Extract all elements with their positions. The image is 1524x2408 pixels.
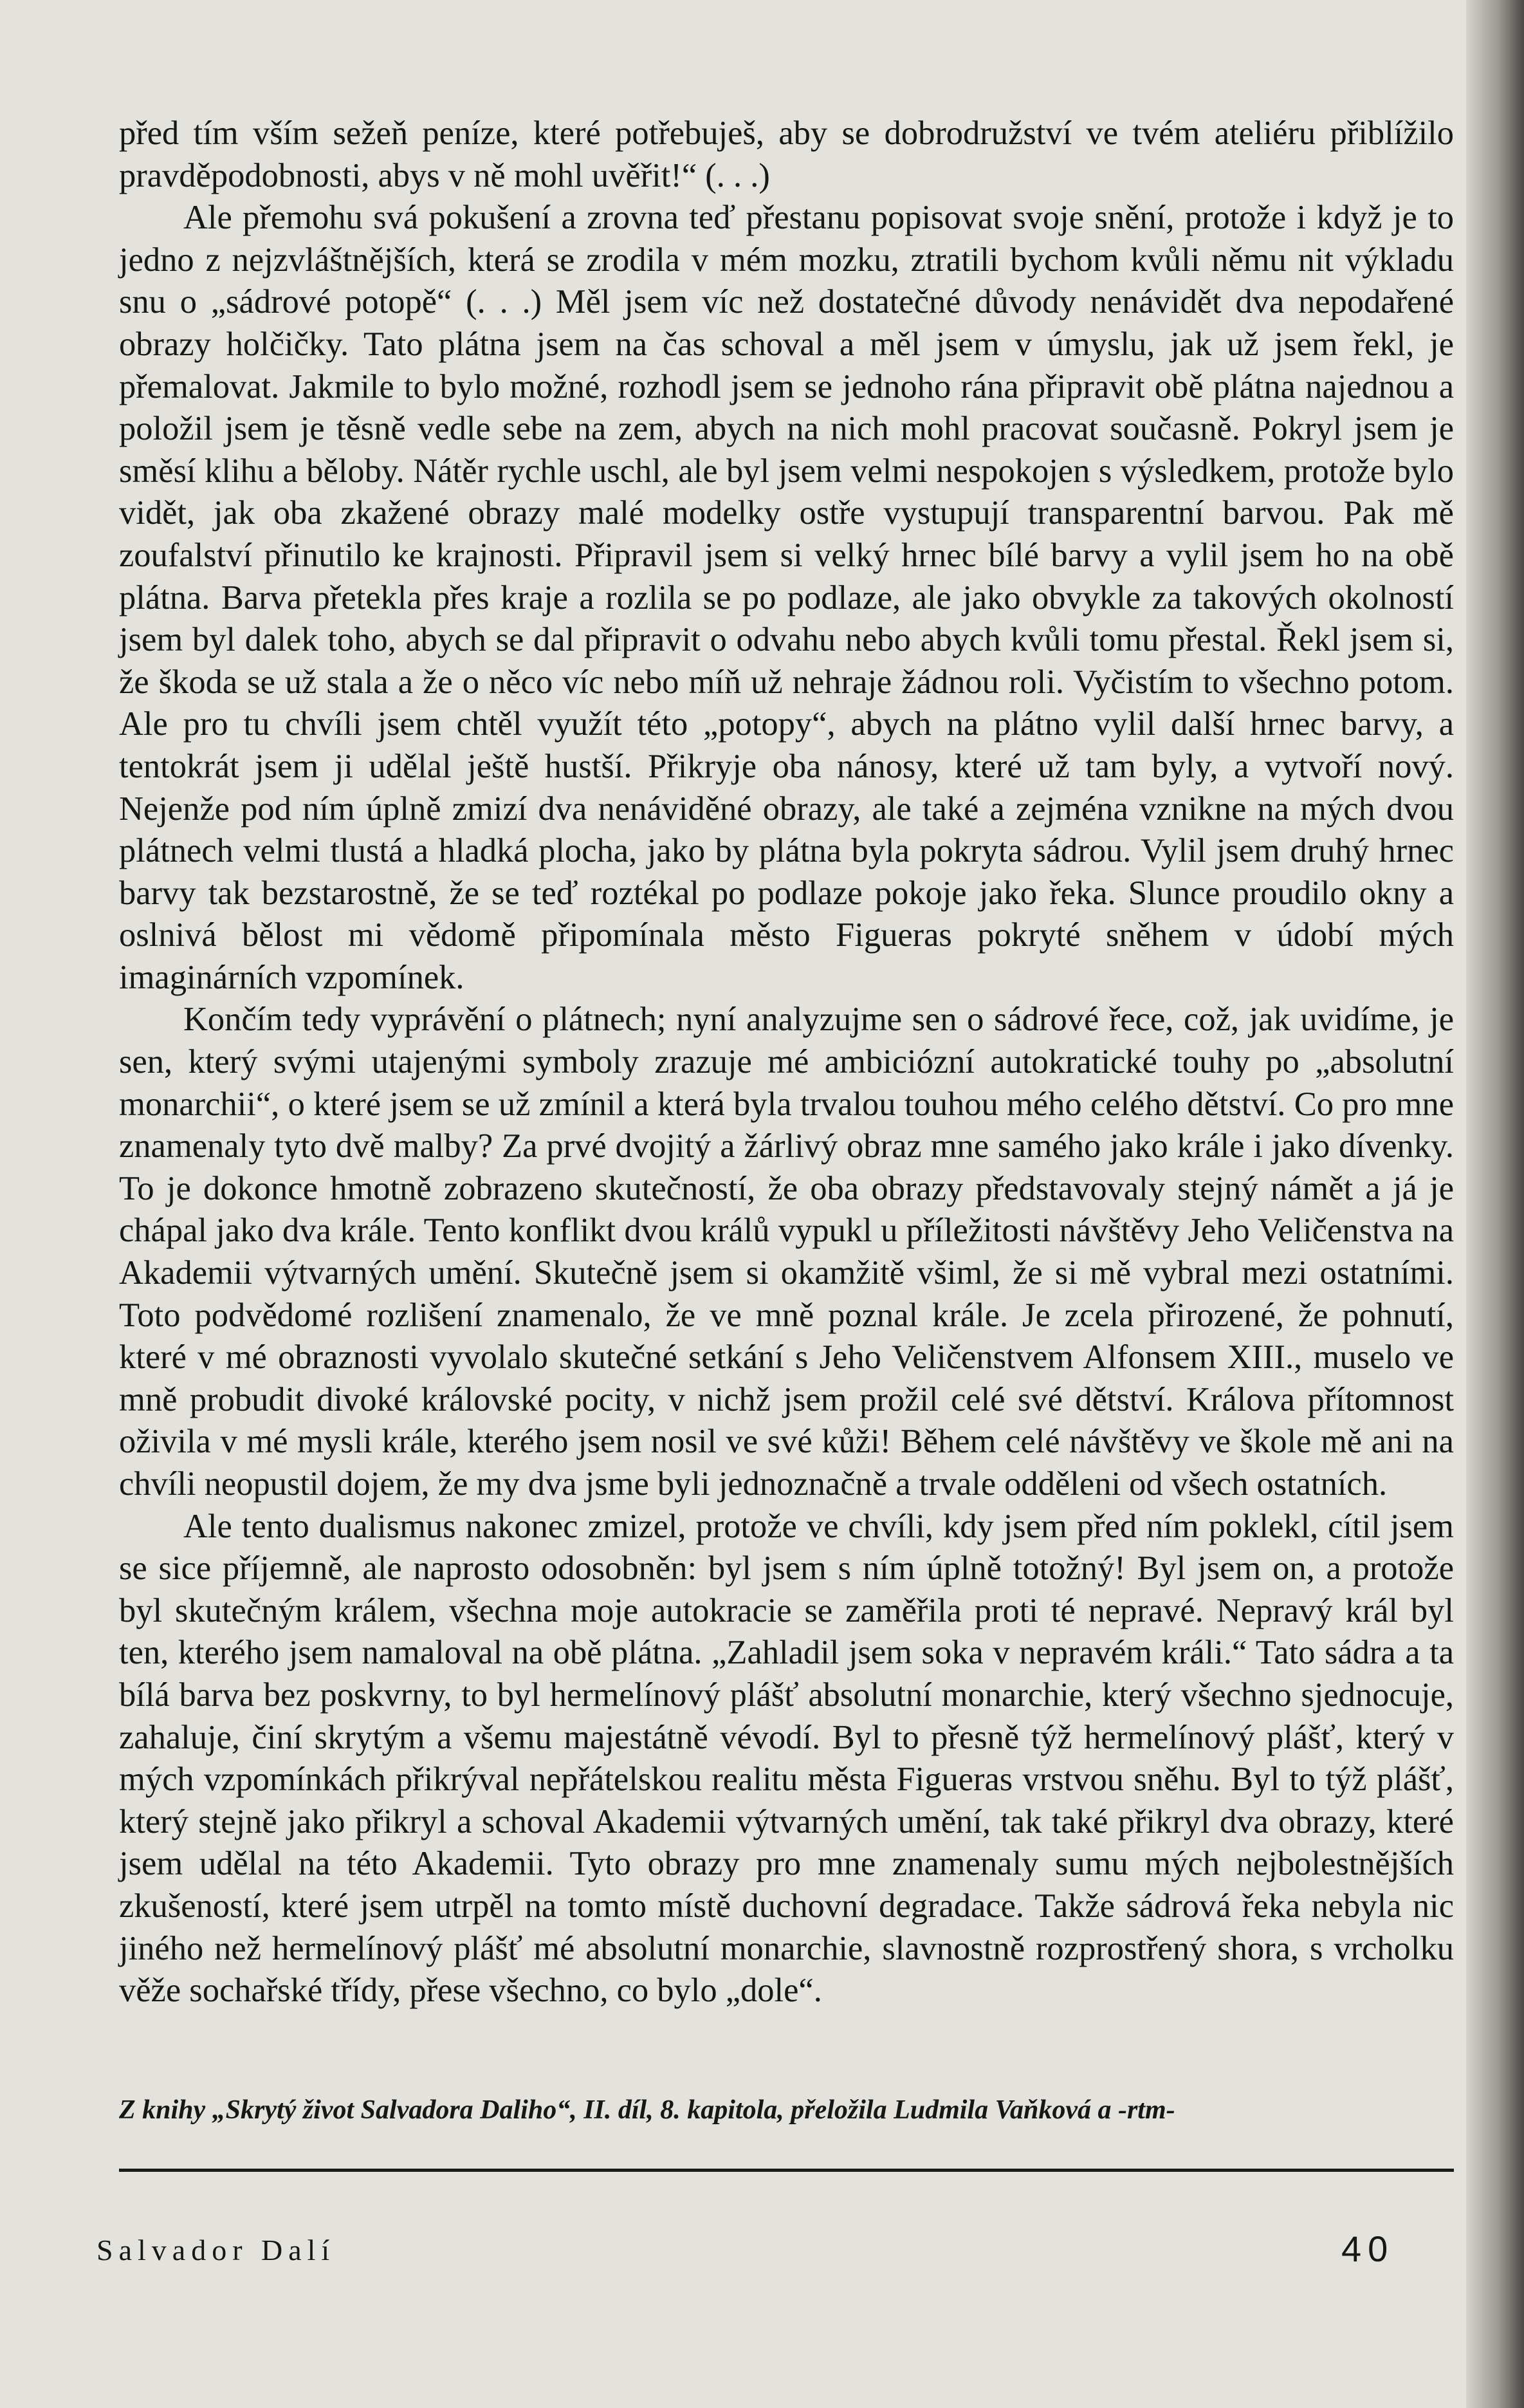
source-note: Z knihy „Skrytý život Salvadora Daliho“, II. díl, 8. kapitola, přeložila Ludmila Vaňková a -rtm- xyxy=(119,2095,1175,2125)
paragraph-2: Ale přemohu svá pokušení a zrovna teď přestanu popisovat svoje snění, protože i když je to jedno z nejzvláštnějších, která se zrodila v mém mozku, ztratili bychom kvůli němu nit výkladu snu o „sádrové potopě“ (. . .) Měl jsem víc než dostatečné důvody nenávidět dva nepodařené obrazy holčičky. Tato plátna jsem na čas schoval a měl jsem v úmyslu, jak už jsem řekl, je přemalovat. Jakmile to bylo možné, rozhodl jsem se jednoho rána připravit obě plátna najednou a položil jsem je těsně vedle sebe na zem, abych na nich mohl pracovat současně. Pokryl jsem je směsí klihu a běloby. Nátěr rychle uschl, ale byl jsem velmi nespokojen s výsledkem, protože bylo vidět, jak oba zkažené obrazy malé modelky ostře vystupují transparentní barvou. Pak mě zoufalství přinutilo ke krajnosti. Připravil jsem si velký hrnec bílé barvy a vylil jsem ho na obě plátna. Barva přetekla přes kraje a rozlila se po podlaze, ale jako obvykle za takových okolností jsem byl dalek toho, abych se dal připravit o odvahu nebo abych kvůli tomu přestal. Řekl jsem si, že škoda se už stala a že o něco víc nebo míň už nehraje žádnou roli. Vyčistím to všechno potom. Ale pro tu chvíli jsem chtěl využít této „potopy“, abych na plátno vylil další hrnec barvy, a tentokrát jsem ji udělal ještě hustší. Přikryje oba nánosy, které už tam byly, a vytvoří nový. Nejenže pod ním úplně zmizí dva nenáviděné obrazy, ale také a zejména vznikne na mých dvou plátnech velmi tlustá a hladká plocha, jako by plátna byla pokryta sádrou. Vylil jsem druhý hrnec barvy tak bezstarostně, že se teď roztékal po podlaze pokoje jako řeka. Slunce proudilo okny a oslnivá bělost mi vědomě připomínala město Figueras pokryté sněhem v údobí mých imaginárních vzpomínek. xyxy=(119,199,1454,996)
paragraph-3: Končím tedy vyprávění o plátnech; nyní analyzujme sen o sádrové řece, což, jak uvidíme, je sen, který svými utajenými symboly zrazuje mé ambiciózní autokratické touhy po „absolutní monarchii“, o které jsem se už zmínil a která byla trvalou touhou mého celého dětství. Co pro mne znamenaly tyto dvě malby? Za prvé dvojitý a žárlivý obraz mne samého jako krále i jako dívenky. To je dokonce hmotně zobrazeno skutečností, že oba obrazy představovaly stejný námět a já je chápal jako dva krále. Tento konflikt dvou králů vypukl u příležitosti návštěvy Jeho Veličenstva na Akademii výtvarných umění. Skutečně jsem si okamžitě všiml, že si mě vybral mezi ostatními. Toto podvědomé rozlišení znamenalo, že ve mně poznal krále. Je zcela přirozené, že pohnutí, které v mé obraznosti vyvolalo skutečné setkání s Jeho Veličenstvem Alfonsem XIII., muselo ve mně probudit divoké královské pocity, v nichž jsem prožil celé své dětství. Králova přítomnost oživila v mé mysli krále, kterého jsem nosil ve své kůži! Během celé návštěvy ve škole mě ani na chvíli neopustil dojem, že my dva jsme byli jednoznačně a trvale odděleni od všech ostatních. xyxy=(119,1001,1454,1503)
page-number: 40 xyxy=(1341,2228,1395,2269)
footer-divider xyxy=(119,2169,1454,2172)
article-body xyxy=(119,113,1454,2012)
paragraph-1: před tím vším sežeň peníze, které potřebuješ, aby se dobrodružství ve tvém ateliéru přiblížilo pravděpodobnosti, abys v ně mohl uvěřit!“ (. . .) xyxy=(119,115,1454,194)
book-spine-shadow xyxy=(1466,0,1524,2408)
paragraph-4: Ale tento dualismus nakonec zmizel, protože ve chvíli, kdy jsem před ním poklekl, cítil jsem se sice příjemně, ale naprosto odosobněn: byl jsem s ním úplně totožný! Byl jsem on, a protože byl skutečným králem, všechna moje autokracie se zaměřila proti té nepravé. Nepravý král byl ten, kterého jsem namaloval na obě plátna. „Zahladil jsem soka v nepravém králi.“ Tato sádra a ta bílá barva bez poskvrny, to byl hermelínový plášť absolutní monarchie, který všechno sjednocuje, zahaluje, činí skrytým a všemu majestátně vévodí. Byl to přesně týž hermelínový plášť, který v mých vzpomínkách přikrýval nepřátelskou realitu města Figueras vrstvou sněhu. Byl to týž plášť, který stejně jako přikryl a schoval Akademii výtvarných umění, tak také přikryl dva obrazy, které jsem udělal na této Akademii. Tyto obrazy pro mne znamenaly sumu mých nejbolestnějších zkušeností, které jsem utrpěl na tomto místě duchovní degradace. Takže sádrová řeka nebyla nic jiného než hermelínový plášť mé absolutní monarchie, slavnostně rozprostřený shora, s vrcholku věže sochařské třídy, přese všechno, co bylo „dole“. xyxy=(119,1507,1454,2010)
footer-author: Salvador Dalí xyxy=(96,2234,336,2266)
